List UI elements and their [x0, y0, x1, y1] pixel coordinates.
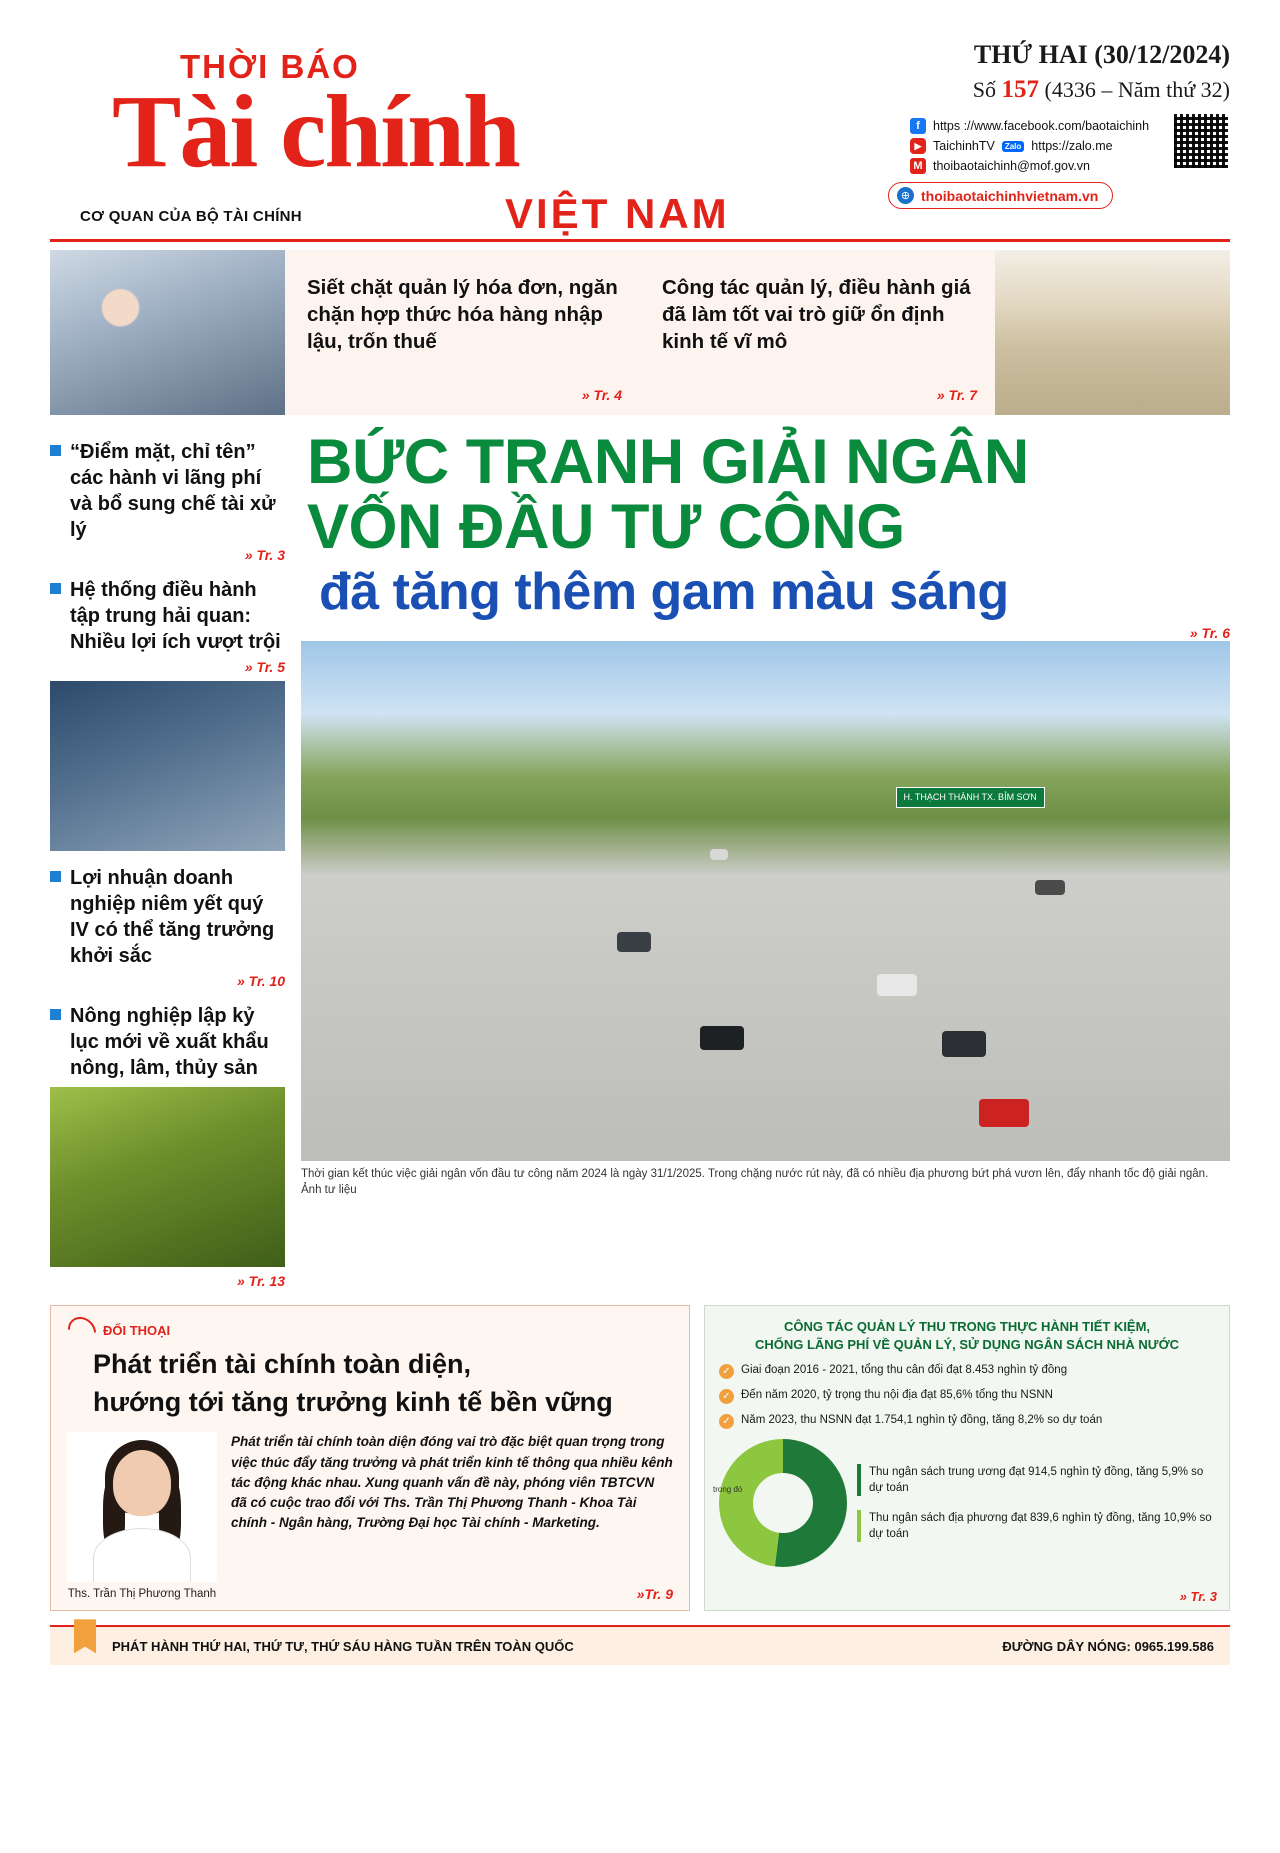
issue-label: Số — [972, 77, 997, 102]
teaser-page-1[interactable]: » Tr. 4 — [581, 386, 622, 403]
dialog-title-line2: hướng tới tăng trưởng kinh tế bền vững — [93, 1386, 613, 1417]
left-column — [50, 425, 285, 1289]
interviewee-portrait — [67, 1432, 217, 1600]
donut-center-label: trong đó — [713, 1484, 743, 1494]
dialog-tag-label: ĐỐI THOẠI — [103, 1323, 171, 1338]
masthead — [50, 30, 1230, 235]
qr-code-icon — [1172, 112, 1230, 170]
check-icon: ✓ — [719, 1364, 734, 1379]
issue-number: 157 — [1001, 76, 1040, 103]
chart-callout-central: Thu ngân sách trung ương đạt 914,5 nghìn tỷ đồng, tăng 5,9% so dự toán — [857, 1464, 1215, 1496]
brief-item-2[interactable] — [50, 577, 285, 675]
footer-left-text: PHÁT HÀNH THỨ HAI, THỨ TƯ, THỨ SÁU HÀNG TUẦN TRÊN TOÀN QUỐC — [112, 1638, 574, 1654]
footer-hotline: ĐƯỜNG DÂY NÓNG: 0965.199.586 — [1002, 1638, 1214, 1654]
lead-headline-line1: BỨC TRANH GIẢI NGÂN — [307, 426, 1029, 497]
masthead-vietnam: VIỆT NAM — [505, 190, 730, 237]
stats-bullet-text-2: Đến năm 2020, tỷ trọng thu nội địa đạt 85,6% tổng thu NSNN — [741, 1388, 1053, 1401]
brief-headline-3: Lợi nhuận doanh nghiệp niêm yết quý IV có thể tăng trưởng khởi sắc — [50, 865, 285, 969]
lead-photo-highway — [301, 641, 1230, 1161]
main-content — [50, 425, 1230, 1289]
issue-number-line — [810, 76, 1230, 104]
portrait-caption: Ths. Trần Thị Phương Thanh — [67, 1588, 217, 1601]
contact-youtube-text: TaichinhTV — [933, 139, 995, 153]
dialog-page[interactable]: »Tr. 9 — [636, 1586, 673, 1603]
dialog-article[interactable] — [50, 1305, 690, 1612]
contact-list — [810, 118, 1230, 174]
stats-bullet-text-3: Năm 2023, thu NSNN đạt 1.754,1 nghìn tỷ đồng, tăng 8,2% so dự toán — [741, 1413, 1103, 1426]
brief-headline-4: Nông nghiệp lập kỷ lục mới về xuất khẩu nông, lâm, thủy sản — [50, 1003, 285, 1081]
lead-headline-line2: VỐN ĐẦU TƯ CÔNG — [307, 491, 905, 562]
portrait-photo — [67, 1432, 217, 1582]
masthead-title: Tài chính — [112, 74, 519, 189]
chart-callout-local: Thu ngân sách địa phương đạt 839,6 nghìn tỷ đồng, tăng 10,9% so dự toán — [857, 1510, 1215, 1542]
website-link[interactable] — [888, 182, 1113, 209]
photo-durian-harvest — [50, 1087, 285, 1267]
donut-chart — [713, 1439, 847, 1567]
brief-item-1[interactable] — [50, 439, 285, 563]
brief-headline-2: Hệ thống điều hành tập trung hải quan: Nhiều lợi ích vượt trội — [50, 577, 285, 655]
brief-item-3[interactable] — [50, 865, 285, 989]
check-icon: ✓ — [719, 1389, 734, 1404]
brief-page-2[interactable]: » Tr. 5 — [244, 658, 285, 675]
teaser-page-2[interactable]: » Tr. 7 — [936, 386, 977, 403]
dialog-wave-icon — [62, 1311, 102, 1351]
stats-title-line2: CHỐNG LÃNG PHÍ VỀ QUẢN LÝ, SỬ DỤNG NGÂN SÁCH NHÀ NƯỚC — [754, 1336, 1180, 1352]
check-icon: ✓ — [719, 1414, 734, 1429]
masthead-meta — [810, 40, 1230, 209]
teaser-photo-office — [50, 250, 285, 415]
zalo-icon: Zalo — [1002, 141, 1024, 152]
lead-headline[interactable] — [301, 425, 1230, 620]
photo-customs-control-room — [50, 681, 285, 851]
brief-page-3[interactable]: » Tr. 10 — [236, 972, 285, 989]
teaser-headline-2: Công tác quản lý, điều hành giá đã làm tốt vai trò giữ ổn định kinh tế vĩ mô — [662, 275, 971, 353]
lead-headline-line3: đã tăng thêm gam màu sáng — [319, 562, 1009, 621]
newspaper-front-page — [50, 30, 1230, 1830]
masthead-divider — [50, 239, 1230, 242]
teaser-photo-store — [995, 250, 1230, 415]
stats-chart — [713, 1439, 1215, 1567]
ribbon-icon — [74, 1619, 96, 1653]
brief-item-4[interactable] — [50, 1003, 285, 1081]
stats-bullet-text-1: Giai đoạn 2016 - 2021, tổng thu cân đối đạt 8.453 nghìn tỷ đồng — [741, 1363, 1068, 1376]
dialog-tag — [67, 1318, 673, 1344]
stats-bullet-2 — [719, 1388, 1215, 1404]
dialog-summary: Phát triển tài chính toàn diện đóng vai trò đặc biệt quan trọng trong việc thúc đẩy tăng trưởng và phát triển kinh tế thông qua nhiều kênh tác động khác nhau. Xung quanh vấn đề này, phóng viên TBTCVN đã có cuộc trao đổi với Ths. Trần Thị Phương Thanh - Khoa Tài chính - Ngân hàng, Trường Đại học Tài chính - Marketing. — [231, 1434, 673, 1531]
facebook-icon: f — [910, 118, 926, 134]
stats-infographic — [704, 1305, 1230, 1612]
stats-title-line1: CÔNG TÁC QUẢN LÝ THU TRONG THỰC HÀNH TIẾT KIỆM, — [783, 1318, 1151, 1334]
masthead-kicker: THỜI BÁO — [180, 48, 360, 85]
issue-suffix: (4336 – Năm thứ 32) — [1044, 77, 1230, 102]
road-sign-label: H. THẠCH THÀNH TX. BỈM SƠN — [896, 787, 1045, 809]
contact-zalo-text: https://zalo.me — [1031, 139, 1113, 153]
youtube-icon: ▶ — [910, 138, 926, 154]
dialog-title-line1: Phát triển tài chính toàn diện, — [93, 1348, 472, 1379]
issue-date: THỨ HAI (30/12/2024) — [973, 40, 1230, 69]
teaser-item-1[interactable] — [285, 250, 640, 415]
teaser-item-2[interactable] — [640, 250, 995, 415]
lead-photo-caption: Thời gian kết thúc việc giải ngân vốn đầu tư công năm 2024 là ngày 31/1/2025. Trong chặng nước rút này, đã có nhiều địa phương bứt phá vươn lên, đẩy nhanh tốc độ giải ngân. Ảnh tư liệu — [301, 1168, 1209, 1196]
lead-page[interactable]: » Tr. 6 — [1189, 625, 1230, 642]
lead-story — [285, 425, 1230, 1289]
stats-bullet-1 — [719, 1363, 1215, 1379]
brief-page-1[interactable]: » Tr. 3 — [244, 546, 285, 563]
teaser-strip — [50, 250, 1230, 415]
teaser-headline-1: Siết chặt quản lý hóa đơn, ngăn chặn hợp thức hóa hàng nhập lậu, trốn thuế — [307, 275, 618, 353]
contact-facebook-text: https ://www.facebook.com/baotaichinh — [933, 119, 1150, 133]
brief-headline-1: “Điểm mặt, chỉ tên” các hành vi lãng phí và bổ sung chế tài xử lý — [50, 439, 285, 543]
bottom-section — [50, 1305, 1230, 1612]
brief-page-4[interactable]: » Tr. 13 — [236, 1272, 285, 1289]
globe-icon: ⊕ — [897, 187, 914, 204]
mail-icon: M — [910, 158, 926, 174]
contact-email-text: thoibaotaichinh@mof.gov.vn — [933, 159, 1090, 173]
page-footer — [50, 1625, 1230, 1665]
stats-page[interactable]: » Tr. 3 — [1179, 1589, 1217, 1605]
masthead-brand — [50, 30, 790, 237]
stats-bullet-3 — [719, 1413, 1215, 1429]
masthead-subtitle: CƠ QUAN CỦA BỘ TÀI CHÍNH — [80, 208, 302, 225]
website-text: thoibaotaichinhvietnam.vn — [921, 187, 1099, 204]
